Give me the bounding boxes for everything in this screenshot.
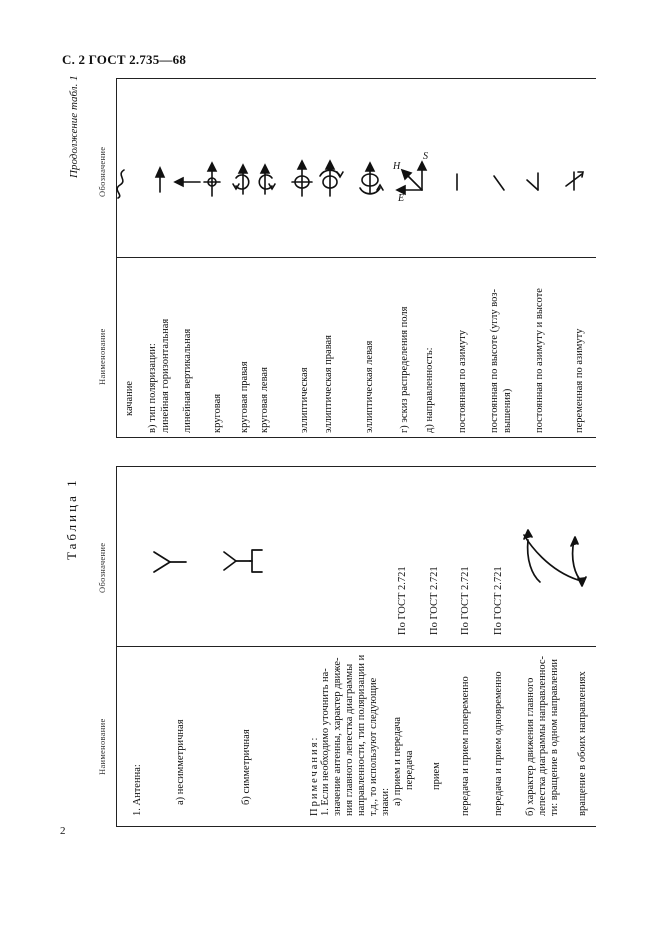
asymmetric-antenna-icon [154, 552, 170, 572]
row-text: б) симметричная [241, 729, 252, 805]
continuation-caption: Продолжение табл. 1 [68, 75, 80, 178]
standard-reference: По ГОСТ 2.721 [493, 566, 504, 635]
note-line: ния главного лепестка диаграммы [344, 663, 355, 816]
note-title: Примечания: [309, 735, 320, 816]
row-text: постоянная по азимуту [457, 330, 468, 433]
row-text: линейная горизонтальная [160, 318, 171, 433]
table-caption: Таблица 1 [64, 477, 79, 560]
note-line: направленности, тип поляризации и [356, 654, 367, 816]
page-number: 2 [60, 825, 66, 837]
row-text: а) несимметричная [175, 719, 186, 805]
axis-label-h: H [393, 161, 401, 172]
row-text: круговая правая [239, 361, 250, 433]
row-text: прием [431, 762, 442, 790]
row-text: круговая [212, 393, 223, 433]
row-text: ти: вращение в одном направлении [549, 659, 560, 816]
row-text: вышения) [502, 388, 513, 433]
standard-reference: По ГОСТ 2.721 [397, 566, 408, 635]
page-header: С. 2 ГОСТ 2.735—68 [62, 52, 187, 67]
row-text: передача и прием одновременно [493, 671, 504, 816]
row-text: в) тип поляризации: [147, 343, 158, 433]
column-header-symbol: Обозначение [97, 542, 107, 593]
column-header-symbol: Обозначение [97, 146, 107, 197]
symmetric-antenna-icon [224, 550, 262, 572]
note-line: значение антенны, характер движе- [332, 657, 343, 816]
note-line: т.д., то используют следующие [368, 677, 379, 816]
column-header-name: Наименование [97, 718, 107, 775]
row-text: постоянная по азимуту и высоте [534, 288, 545, 433]
note-line: а) прием и передача [392, 716, 403, 806]
row-text: вращение в обоих направлениях [577, 671, 588, 816]
row-text: качание [124, 380, 135, 416]
standard-reference: По ГОСТ 2.721 [429, 566, 440, 635]
row-text: линейная вертикальная [182, 328, 193, 433]
row-text: г) эскиз распределения поля [399, 306, 410, 433]
row-text: передача [404, 750, 415, 790]
axis-label-e: E [398, 193, 405, 204]
row-text: передача и прием попеременно [460, 676, 471, 816]
rotation-one-direction-icon [524, 530, 578, 582]
column-header-name: Наименование [97, 328, 107, 385]
row-text: д) направленность: [424, 347, 435, 433]
axis-label-s: S [423, 151, 428, 162]
row-text: 1. Антенна: [132, 764, 143, 816]
row-text: эллиптическая [299, 367, 310, 433]
row-text: лепестка диаграммы направленнос- [537, 655, 548, 816]
row-text: эллиптическая левая [364, 340, 375, 433]
row-text: эллиптическая правая [323, 334, 334, 433]
note-line: 1. Если необходимо уточнить на- [320, 668, 331, 816]
row-text: б) характер движения главного [525, 677, 536, 816]
row-text: переменная по азимуту [574, 328, 585, 433]
standard-reference: По ГОСТ 2.721 [460, 566, 471, 635]
note-line: знаки: [380, 787, 391, 816]
row-text: круговая левая [259, 367, 270, 433]
row-text: постоянная по высоте (углу воз- [489, 288, 500, 433]
